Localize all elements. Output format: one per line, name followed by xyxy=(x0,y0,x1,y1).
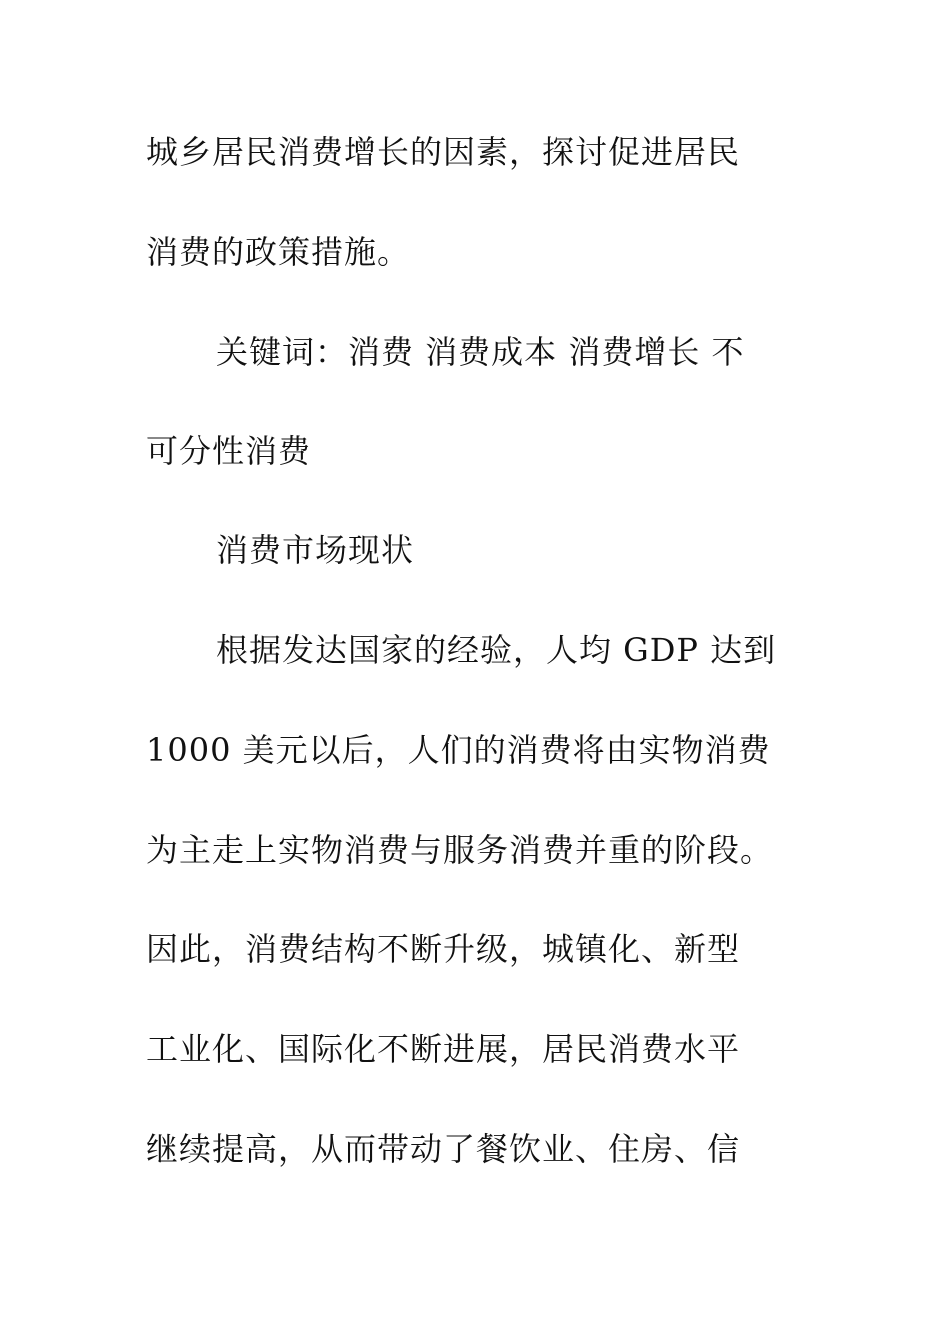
section-heading: 消费市场现状 xyxy=(216,531,415,569)
keywords-line: 关键词：消费 消费成本 消费增长 不 xyxy=(216,333,745,371)
body-text-line: 1000 美元以后，人们的消费将由实物消费 xyxy=(146,731,771,769)
keywords-line-continued: 可分性消费 xyxy=(146,432,312,470)
paragraph-first-line: 根据发达国家的经验，人均 GDP 达到 xyxy=(216,631,777,669)
body-text-line: 工业化、国际化不断进展，居民消费水平 xyxy=(146,1030,741,1068)
body-text-line: 城乡居民消费增长的因素，探讨促进居民 xyxy=(146,133,741,171)
body-text-line: 因此，消费结构不断升级，城镇化、新型 xyxy=(146,930,741,968)
body-text-line: 消费的政策措施。 xyxy=(146,233,411,271)
body-text-line: 继续提高，从而带动了餐饮业、住房、信 xyxy=(146,1130,741,1168)
body-text-line: 为主走上实物消费与服务消费并重的阶段。 xyxy=(146,831,774,869)
